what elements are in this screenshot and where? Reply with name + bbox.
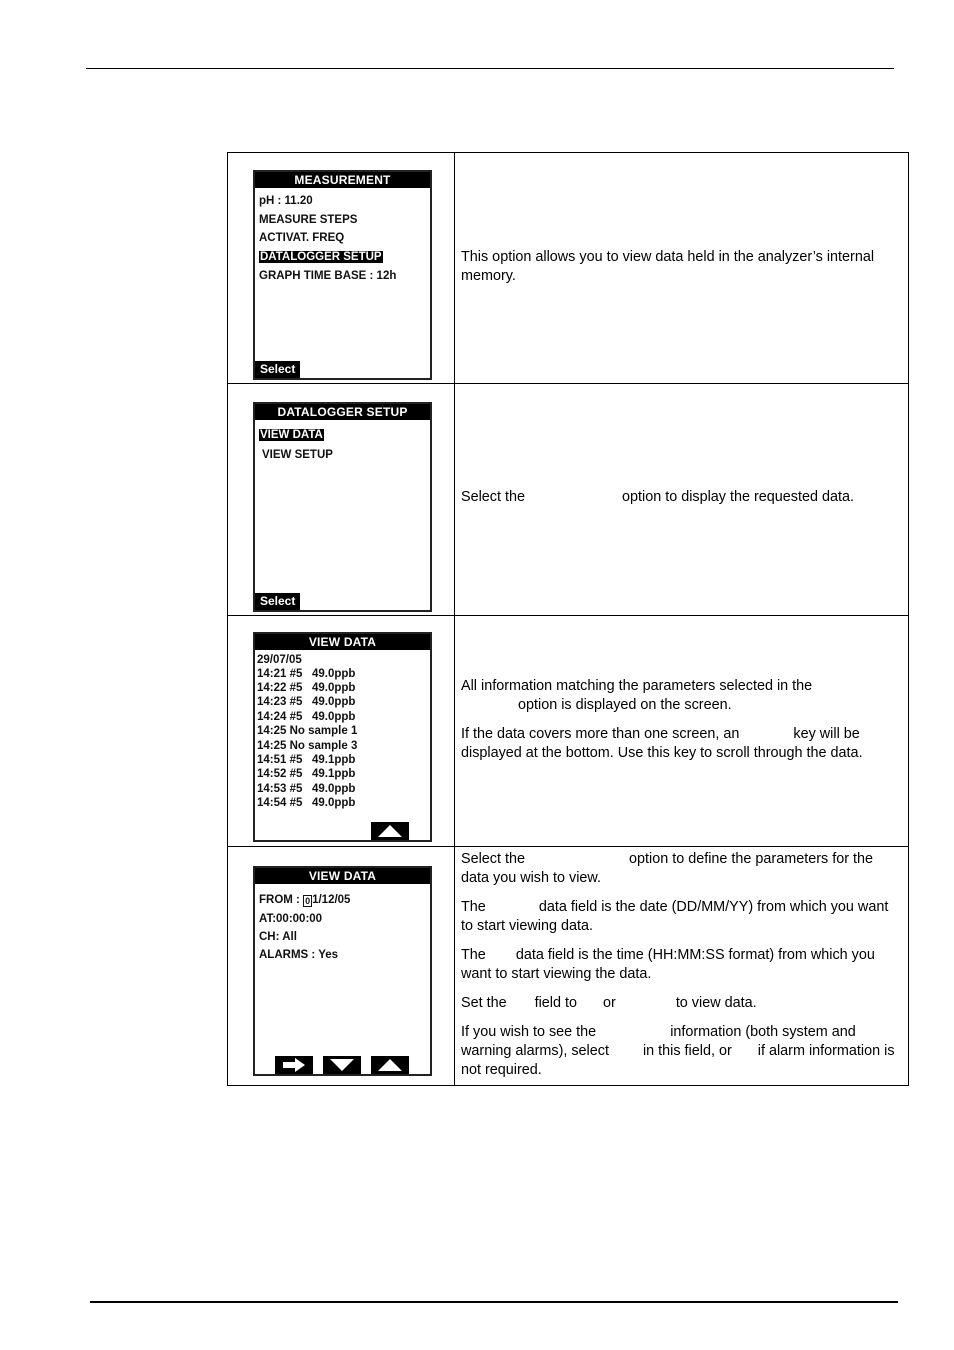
text-span: The xyxy=(461,899,486,915)
lcd-line: ALARMS : Yes xyxy=(259,949,339,961)
lcd-line: 14:25 No sample 3 xyxy=(257,740,358,752)
lcd-line: AT:00:00:00 xyxy=(259,913,323,925)
lcd-measurement-screen xyxy=(253,170,432,380)
table-row xyxy=(228,847,909,1086)
paragraph xyxy=(461,994,900,1013)
table-row xyxy=(228,616,909,847)
lcd-highlight: DATALOGGER SETUP xyxy=(260,251,382,263)
lcd-title: DATALOGGER SETUP xyxy=(255,404,430,420)
text-span: option to define the parameters for the data you wish to view. xyxy=(461,851,873,886)
lcd-title: MEASUREMENT xyxy=(255,172,430,188)
lcd-line: CH: All xyxy=(259,931,297,943)
lcd-line: 29/07/05 xyxy=(257,654,302,666)
up-arrow-key xyxy=(371,1056,409,1074)
lcd-viewdata-setup-screen xyxy=(253,866,432,1076)
lcd-line: VIEW SETUP xyxy=(262,449,333,461)
text-span: data field is the time (HH:MM:SS format) from which you want to start viewing the data. xyxy=(461,947,875,982)
text-span: If you wish to see the xyxy=(461,1024,597,1040)
description-cell xyxy=(455,616,909,847)
table-row xyxy=(228,153,909,384)
lcd-datalogger-screen xyxy=(253,402,432,612)
paragraph xyxy=(461,677,900,715)
paragraph xyxy=(461,850,900,888)
description-text xyxy=(461,677,900,773)
from-value: 1/12/05 xyxy=(312,894,351,906)
up-arrow-icon xyxy=(377,1058,403,1072)
description-text xyxy=(461,248,900,296)
text-span: data field is the date (DD/MM/YY) from which you want to start viewing data. xyxy=(461,899,889,934)
lcd-line: ACTIVAT. FREQ xyxy=(259,232,345,244)
lcd-line: 14:22 #5 49.0ppb xyxy=(257,682,356,694)
lcd-line-selected xyxy=(259,250,383,264)
text-span: Select the xyxy=(461,489,525,505)
lcd-line: 14:53 #5 49.0ppb xyxy=(257,783,356,795)
footer-rule xyxy=(90,1301,898,1303)
paragraph xyxy=(461,488,900,507)
lcd-title: VIEW DATA xyxy=(255,868,430,884)
select-softkey: Select xyxy=(255,361,300,378)
text-span: option is displayed on the screen. xyxy=(518,697,732,713)
from-label: FROM : xyxy=(259,894,304,906)
text-span: If the data covers more than one screen, an xyxy=(461,726,740,742)
select-softkey: Select xyxy=(255,593,300,610)
lcd-line: GRAPH TIME BASE : 12h xyxy=(259,270,397,282)
paragraph: This option allows you to view data held in the analyzer’s internal memory. xyxy=(461,249,875,284)
header-rule xyxy=(86,68,894,69)
lcd-line: 14:52 #5 49.1ppb xyxy=(257,768,356,780)
paragraph xyxy=(461,725,900,763)
text-span: The xyxy=(461,947,486,963)
screen-cell xyxy=(228,847,455,1086)
text-span: Select the xyxy=(461,851,525,867)
text-span: or xyxy=(603,995,616,1011)
down-arrow-key xyxy=(323,1056,361,1074)
text-span: information (both system and warning alarms), select xyxy=(461,1024,856,1059)
lcd-viewdata-screen xyxy=(253,632,432,842)
text-span: field to xyxy=(534,995,578,1011)
description-text xyxy=(461,488,900,517)
lcd-highlight: VIEW DATA xyxy=(260,429,323,441)
paragraph xyxy=(461,898,900,936)
lcd-title: VIEW DATA xyxy=(255,634,430,650)
lcd-line: 14:54 #5 49.0ppb xyxy=(257,797,356,809)
text-span: in this field, or xyxy=(642,1043,732,1059)
procedure-table xyxy=(227,152,909,1086)
lcd-line: 14:24 #5 49.0ppb xyxy=(257,711,356,723)
screen-cell xyxy=(228,153,455,384)
screen-cell xyxy=(228,384,455,616)
paragraph xyxy=(461,1023,900,1080)
text-span: option to display the requested data. xyxy=(622,489,855,505)
table-row xyxy=(228,384,909,616)
up-arrow-key xyxy=(371,822,409,840)
lcd-line: pH : 11.20 xyxy=(259,195,313,207)
text-span: if alarm information is not required. xyxy=(461,1043,895,1078)
lcd-line: 14:51 #5 49.1ppb xyxy=(257,754,356,766)
description-text xyxy=(461,850,900,1090)
lcd-line: 14:21 #5 49.0ppb xyxy=(257,668,356,680)
right-arrow-key xyxy=(275,1056,313,1074)
lcd-line-from xyxy=(259,893,350,907)
text-span: All information matching the parameters selected in the xyxy=(461,678,813,694)
down-arrow-icon xyxy=(329,1058,355,1072)
lcd-line: 14:25 No sample 1 xyxy=(257,725,358,737)
text-span: to view data. xyxy=(675,995,757,1011)
description-cell xyxy=(455,384,909,616)
right-arrow-icon xyxy=(281,1058,307,1072)
paragraph xyxy=(461,946,900,984)
up-arrow-icon xyxy=(377,824,403,838)
lcd-line: 14:23 #5 49.0ppb xyxy=(257,696,356,708)
text-span: Set the xyxy=(461,995,507,1011)
lcd-line-selected xyxy=(259,428,324,442)
lcd-line: MEASURE STEPS xyxy=(259,214,358,226)
screen-cell xyxy=(228,616,455,847)
description-cell xyxy=(455,847,909,1086)
edit-cursor: 0 xyxy=(305,896,311,906)
text-span: key will be displayed at the bottom. Use this key to scroll through the data. xyxy=(461,726,863,761)
description-cell xyxy=(455,153,909,384)
